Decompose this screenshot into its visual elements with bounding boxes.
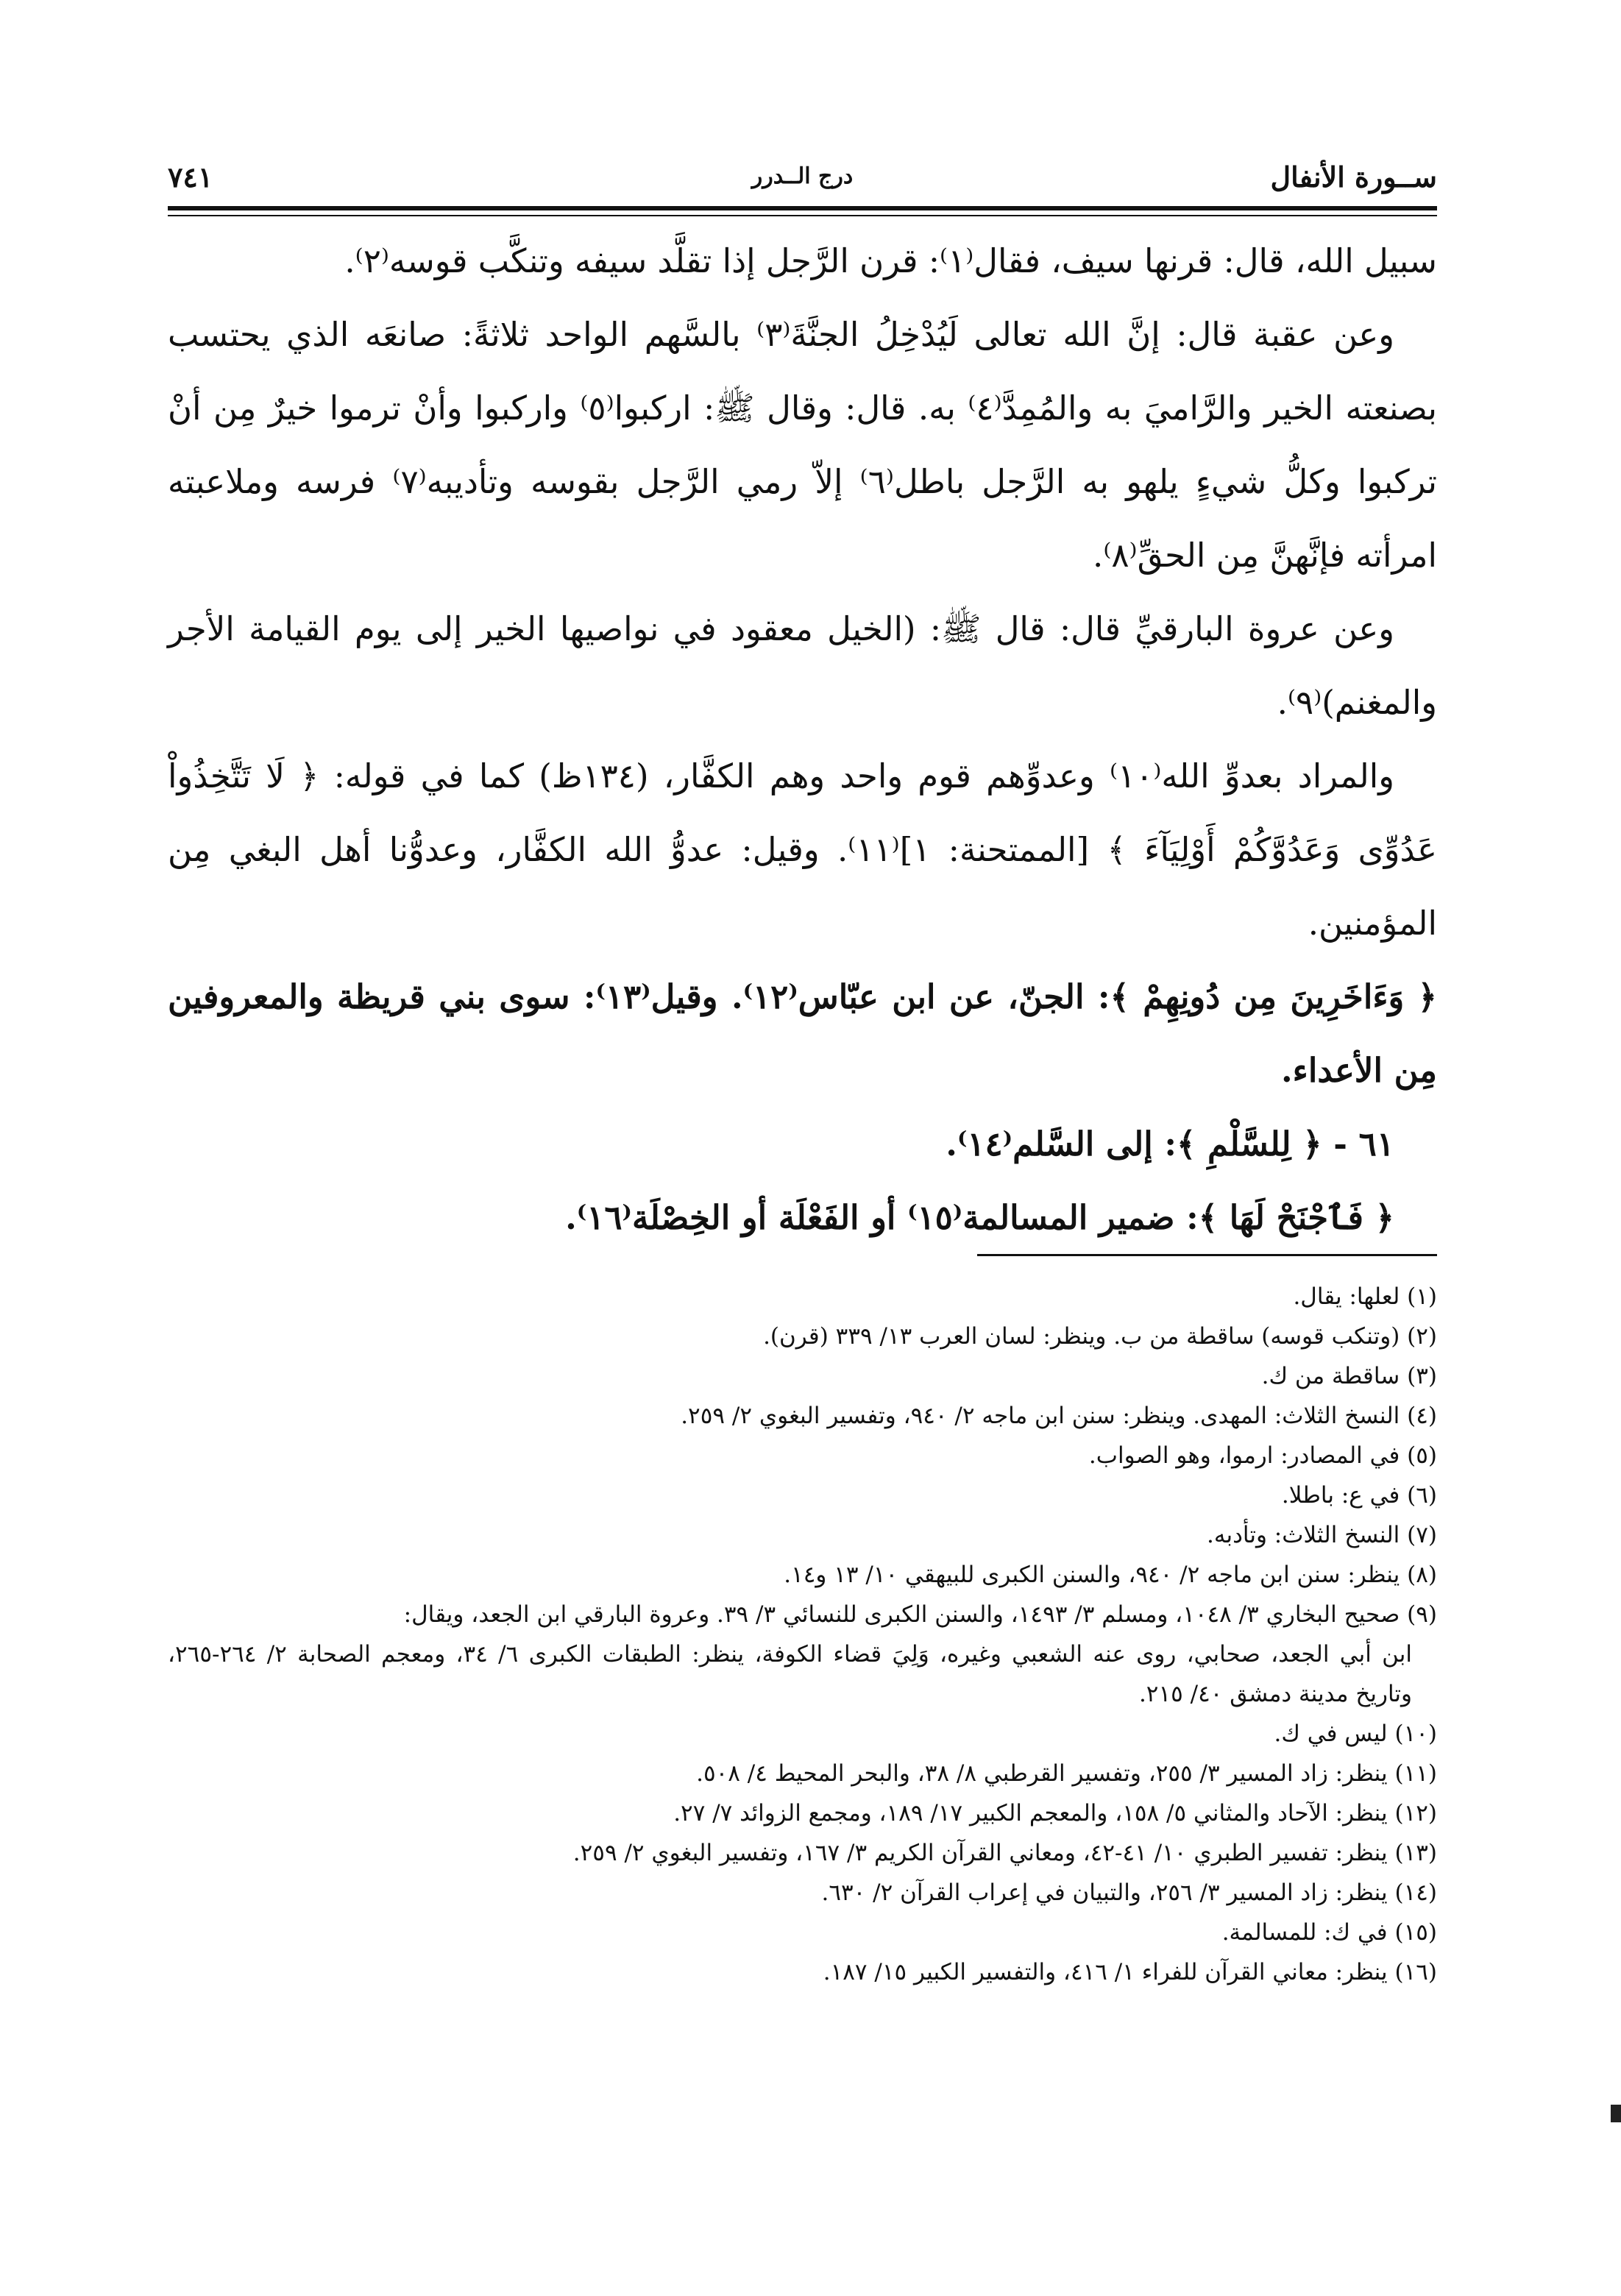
footnote: (٤) النسخ الثلاث: المهدى. وينظر: سنن ابن ماجه ٢/ ٩٤٠، وتفسير البغوي ٢/ ٢٥٩. bbox=[681, 1403, 1437, 1429]
surah-title: ســورة الأنفال bbox=[1270, 160, 1437, 194]
footnote: (٥) في المصادر: ارموا، وهو الصواب. bbox=[1088, 1442, 1437, 1469]
main-text bbox=[168, 224, 1437, 1255]
footnote: (٣) ساقطة من ك. bbox=[1261, 1363, 1437, 1389]
header-rule-thick bbox=[168, 206, 1437, 210]
footnote: (٨) ينظر: سنن ابن ماجه ٢/ ٩٤٠، والسنن الكبرى للبيهقي ١٠/ ١٣ و١٤. bbox=[784, 1562, 1437, 1588]
footnote: (١٥) في ك: للمسالمة. bbox=[1221, 1919, 1437, 1946]
footnote: (١١) ينظر: زاد المسير ٣/ ٢٥٥، وتفسير القرطبي ٨/ ٣٨، والبحر المحيط ٤/ ٥٠٨. bbox=[696, 1760, 1437, 1787]
footnote: (٦) في ع: باطلا. bbox=[1281, 1482, 1437, 1509]
header-rule-thin bbox=[168, 215, 1437, 216]
scan-edge-mark bbox=[1611, 2105, 1621, 2122]
footnote: (٢) (وتنكب قوسه) ساقطة من ب. وينظر: لسان العرب ١٣/ ٣٣٩ (قرن). bbox=[763, 1323, 1437, 1350]
verse-heading: ٦١ - ﴿ لِلسَّلْمِ ﴾: إلى السَّلم⁽١٤⁾. bbox=[946, 1124, 1394, 1163]
paragraph: سبيل الله، قال: قرنها سيف، فقال⁽١⁾: قرن الرَّجل إذا تقلَّد سيفه وتنكَّب قوسه⁽٢⁾. bbox=[344, 241, 1437, 280]
paragraph: وعن عقبة قال: إنَّ الله تعالى لَيُدْخِلُ الجنَّةَ⁽٣⁾ بالسَّهم الواحد ثلاثةً: صانعَه الذي يحتسب بصنعته الخير والرَّاميَ به والمُمِدَّ⁽٤⁾ به. قال: وقال ﷺ: اركبوا⁽٥⁾ واركبوا وأنْ ترموا خيرٌ مِن أنْ تركبوا وكلُّ شيءٍ يلهو به الرَّجل باطل⁽٦⁾ إلاّ رمي الرَّجل بقوسه وتأديبه⁽٧⁾ فرسه وملاعبته امرأته فإنَّهنَّ مِن الحقِّ⁽٨⁾. bbox=[168, 315, 1437, 575]
footnotes bbox=[168, 1277, 1437, 1992]
footnote: (١٤) ينظر: زاد المسير ٣/ ٢٥٦، والتبيان في إعراب القرآن ٢/ ٦٣٠. bbox=[821, 1879, 1437, 1906]
quran-paragraph: ﴿ وَءَاخَرِينَ مِن دُونِهِمْ ﴾: الجنّ، عن ابن عبّاس⁽١٢⁾. وقيل⁽١٣⁾: سوى بني قريظة والمعروفين مِن الأعداء. bbox=[168, 977, 1437, 1090]
footnote: (٧) النسخ الثلاث: وتأدبه. bbox=[1207, 1522, 1437, 1548]
footnote: (٩) صحيح البخاري ٣/ ١٠٤٨، ومسلم ٣/ ١٤٩٣، والسنن الكبرى للنسائي ٣/ ٣٩. وعروة البارقي ابن الجعد، ويقال: bbox=[403, 1601, 1437, 1628]
footnote: (١) لعلها: يقال. bbox=[1293, 1283, 1437, 1310]
footnote: (١٢) ينظر: الآحاد والمثاني ٥/ ١٥٨، والمعجم الكبير ١٧/ ١٨٩، ومجمع الزوائد ٧/ ٢٧. bbox=[673, 1800, 1437, 1826]
footnote-continuation: ابن أبي الجعد، صحابي، روى عنه الشعبي وغيره، وَلِيَ قضاء الكوفة، ينظر: الطبقات الكبرى ٦/ ٣٤، ومعجم الصحابة ٢/ ٢٦٤-٢٦٥، وتاريخ مدينة دمشق ٤٠/ ٢١٥. bbox=[168, 1641, 1412, 1707]
footnote-separator bbox=[977, 1254, 1437, 1256]
page-header bbox=[168, 160, 1437, 205]
paragraph: والمراد بعدوِّ الله⁽١٠⁾ وعدوِّهم قوم واحد وهم الكفَّار، (١٣٤ظ) كما في قوله: ﴿ لَا تَتَّخِذُواْ عَدُوِّى وَعَدُوَّكُمْ أَوْلِيَآءَ ﴾ [الممتحنة: ١]⁽١١⁾. وقيل: عدوُّ الله الكفَّار، وعدوُّنا أهل البغي مِن المؤمنين. bbox=[168, 757, 1437, 943]
footnote: (١٣) ينظر: تفسير الطبري ١٠/ ٤١-٤٢، ومعاني القرآن الكريم ٣/ ١٦٧، وتفسير البغوي ٢/ ٢٥٩. bbox=[572, 1840, 1437, 1866]
quran-paragraph: ﴿ فَٱجْنَحْ لَهَا ﴾: ضمير المسالمة⁽١٥⁾ أو الفَعْلَة أو الخِصْلَة⁽١٦⁾. bbox=[565, 1198, 1394, 1237]
book-title: درج الــدرر bbox=[751, 163, 854, 189]
footnote: (١٦) ينظر: معاني القرآن للفراء ١/ ٤١٦، والتفسير الكبير ١٥/ ١٨٧. bbox=[823, 1959, 1437, 1985]
page-number: ٧٤١ bbox=[168, 160, 213, 194]
footnote: (١٠) ليس في ك. bbox=[1274, 1721, 1437, 1747]
paragraph: وعن عروة البارقيِّ قال: قال ﷺ: (الخيل معقود في نواصيها الخير إلى يوم القيامة الأجر والمغنم)⁽٩⁾. bbox=[168, 609, 1437, 722]
